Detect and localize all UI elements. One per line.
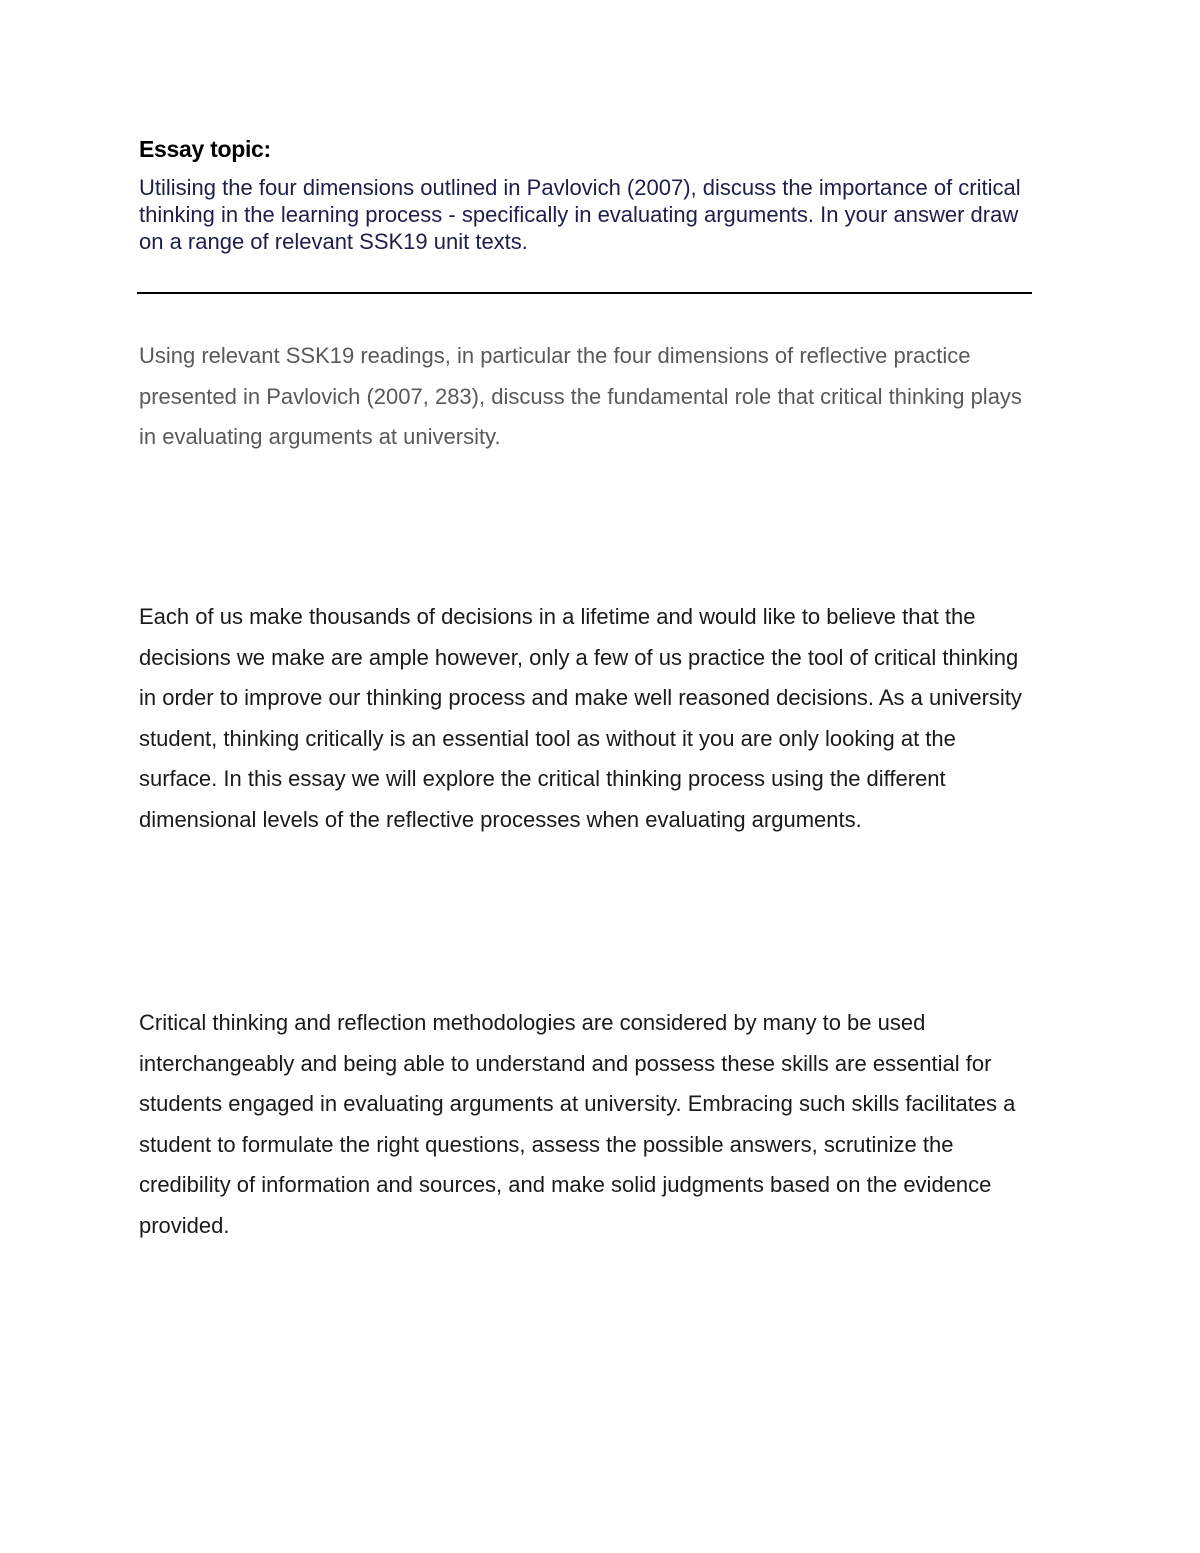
body-paragraph: Each of us make thousands of decisions in a lifetime and would like to believe that the decisions we make are ample however, only a few of us practice the tool of critical thinking in order to improve our thinking process and make well reasoned decisions. As a university student, thinking critically is an essential tool as without it you are only looking at the surface. In this essay we will explore the critical thinking process using the different dimensional levels of the reflective processes when evaluating arguments. xyxy=(139,604,1022,832)
essay-topic-heading: Essay topic: xyxy=(139,136,271,162)
horizontal-divider xyxy=(137,292,1032,294)
body-paragraph: Critical thinking and reflection methodologies are considered by many to be used interchangeably and being able to understand and possess these skills are essential for students engaged in evaluating arguments at university. Embracing such skills facilitates a student to formulate the right questions, assess the possible answers, scrutinize the credibility of information and sources, and make solid judgments based on the evidence provided. xyxy=(139,1010,1016,1238)
restated-topic: Using relevant SSK19 readings, in particular the four dimensions of reflective practice presented in Pavlovich (2007, 283), discuss the fundamental role that critical thinking plays in evaluating arguments at university. xyxy=(139,343,1022,450)
essay-topic-text: Utilising the four dimensions outlined in Pavlovich (2007), discuss the importance of critical thinking in the learning process - specifically in evaluating arguments. In your answer draw on a range of relevant SSK19 unit texts. xyxy=(139,175,1021,254)
